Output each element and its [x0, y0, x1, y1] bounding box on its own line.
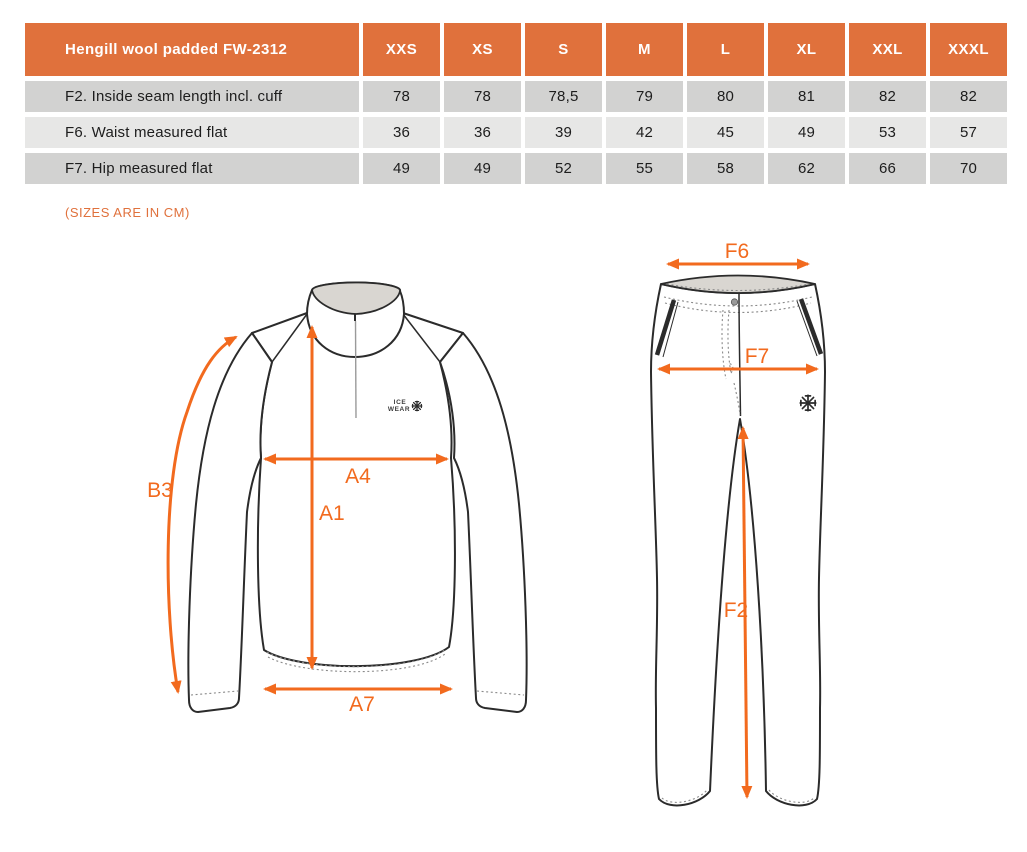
value-f2-xs: 78	[444, 81, 521, 112]
row-label-f7: F7. Hip measured flat	[25, 153, 359, 184]
pants-drawing	[651, 276, 825, 806]
sweater-body	[252, 313, 463, 666]
size-table	[25, 23, 1007, 184]
size-header-s: S	[525, 23, 602, 76]
logo-text-wear: WEAR	[387, 406, 411, 413]
value-f2-xxl: 82	[849, 81, 926, 112]
row-label-f2: F2. Inside seam length incl. cuff	[25, 81, 359, 112]
size-header-xxs: XXS	[363, 23, 440, 76]
row-label-f6: F6. Waist measured flat	[25, 117, 359, 148]
value-f6-l: 45	[687, 117, 764, 148]
value-f7-xxxl: 70	[930, 153, 1007, 184]
pants-snowflake-icon	[800, 395, 816, 411]
logo-text-ice: ICE	[393, 399, 407, 406]
value-f2-xl: 81	[768, 81, 845, 112]
pants-outline	[651, 284, 825, 805]
label-a4: A4	[345, 465, 371, 488]
size-header-xl: XL	[768, 23, 845, 76]
label-a1: A1	[319, 502, 345, 525]
value-f7-m: 55	[606, 153, 683, 184]
value-f2-m: 79	[606, 81, 683, 112]
logo-snowflake-icon	[412, 401, 422, 411]
product-header: Hengill wool padded FW-2312	[25, 23, 359, 76]
measurement-diagram	[0, 230, 1027, 852]
label-a7: A7	[349, 693, 375, 716]
value-f7-s: 52	[525, 153, 602, 184]
value-f7-xs: 49	[444, 153, 521, 184]
size-header-xs: XS	[444, 23, 521, 76]
value-f2-xxxl: 82	[930, 81, 1007, 112]
value-f6-xxxl: 57	[930, 117, 1007, 148]
value-f6-xxs: 36	[363, 117, 440, 148]
label-b3: B3	[147, 479, 173, 502]
value-f2-s: 78,5	[525, 81, 602, 112]
value-f7-l: 58	[687, 153, 764, 184]
value-f6-s: 39	[525, 117, 602, 148]
value-f7-xl: 62	[768, 153, 845, 184]
size-header-xxl: XXL	[849, 23, 926, 76]
value-f6-xs: 36	[444, 117, 521, 148]
size-header-l: L	[687, 23, 764, 76]
value-f6-xxl: 53	[849, 117, 926, 148]
units-note: (SIZES ARE IN CM)	[65, 205, 190, 220]
value-f6-xl: 49	[768, 117, 845, 148]
label-f7: F7	[744, 345, 770, 368]
label-f2: F2	[723, 599, 749, 622]
size-header-m: M	[606, 23, 683, 76]
value-f2-xxs: 78	[363, 81, 440, 112]
zipper-line	[356, 321, 357, 418]
value-f7-xxl: 66	[849, 153, 926, 184]
value-f7-xxs: 49	[363, 153, 440, 184]
waist-button	[731, 299, 737, 305]
size-header-xxxl: XXXL	[930, 23, 1007, 76]
icewear-logo	[388, 399, 422, 413]
value-f2-l: 80	[687, 81, 764, 112]
value-f6-m: 42	[606, 117, 683, 148]
sweater-drawing	[188, 282, 526, 712]
label-f6: F6	[724, 240, 750, 263]
